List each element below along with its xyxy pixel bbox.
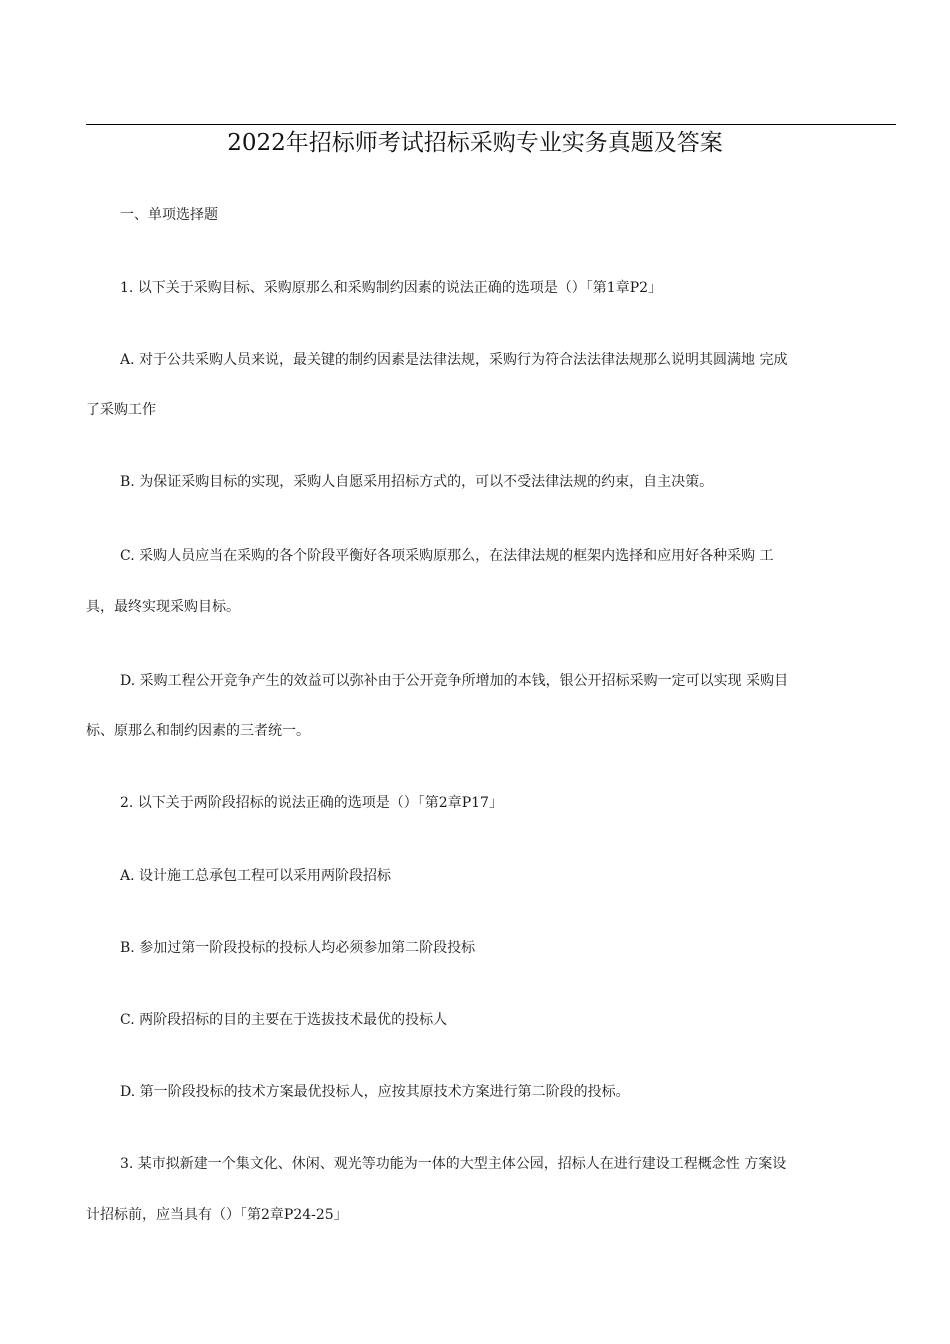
- question-1-option-b: B. 为保证采购目标的实现，采购人自愿采用招标方式的，可以不受法律法规的约束，自主决策。: [120, 474, 714, 490]
- question-2-option-a: A. 设计施工总承包工程可以采用两阶段招标: [120, 868, 392, 884]
- header-rule: [86, 124, 896, 125]
- question-1-option-d: D. 采购工程公开竞争产生的效益可以弥补由于公开竞争所增加的本钱，银公开招标采购一定可以实现 采购目: [120, 673, 789, 689]
- question-3-stem-cont: 计招标前，应当具有（）「第2章P24-25」: [86, 1207, 348, 1223]
- question-2-option-c: C. 两阶段招标的目的主要在于选拔技术最优的投标人: [120, 1012, 448, 1028]
- question-1-option-a: A. 对于公共采购人员来说，最关键的制约因素是法律法规，采购行为符合法法律法规那么说明其圆满地 完成: [120, 352, 788, 368]
- question-3-stem: 3. 某市拟新建一个集文化、休闲、观光等功能为一体的大型主体公园，招标人在进行建设工程概念性 方案设: [120, 1156, 787, 1172]
- question-1-option-d-cont: 标、原那么和制约因素的三者统一。: [86, 723, 310, 739]
- section-heading: 一、单项选择题: [120, 207, 218, 223]
- question-1-stem: 1. 以下关于采购目标、采购原那么和采购制约因素的说法正确的选项是（）「第1章P2」: [120, 280, 663, 296]
- question-1-option-a-cont: 了采购工作: [86, 402, 156, 418]
- question-1-option-c: C. 采购人员应当在采购的各个阶段平衡好各项采购原那么，在法律法规的框架内选择和应用好各种采购 工: [120, 548, 774, 564]
- question-2-option-d: D. 第一阶段投标的技术方案最优投标人，应按其原技术方案进行第二阶段的投标。: [120, 1084, 630, 1100]
- question-1-option-c-cont: 具，最终实现采购目标。: [86, 599, 240, 615]
- document-title: 2022年招标师考试招标采购专业实务真题及答案: [227, 130, 723, 156]
- question-2-option-b: B. 参加过第一阶段投标的投标人均必须参加第二阶段投标: [120, 940, 476, 956]
- question-2-stem: 2. 以下关于两阶段招标的说法正确的选项是（）「第2章P17」: [120, 795, 503, 811]
